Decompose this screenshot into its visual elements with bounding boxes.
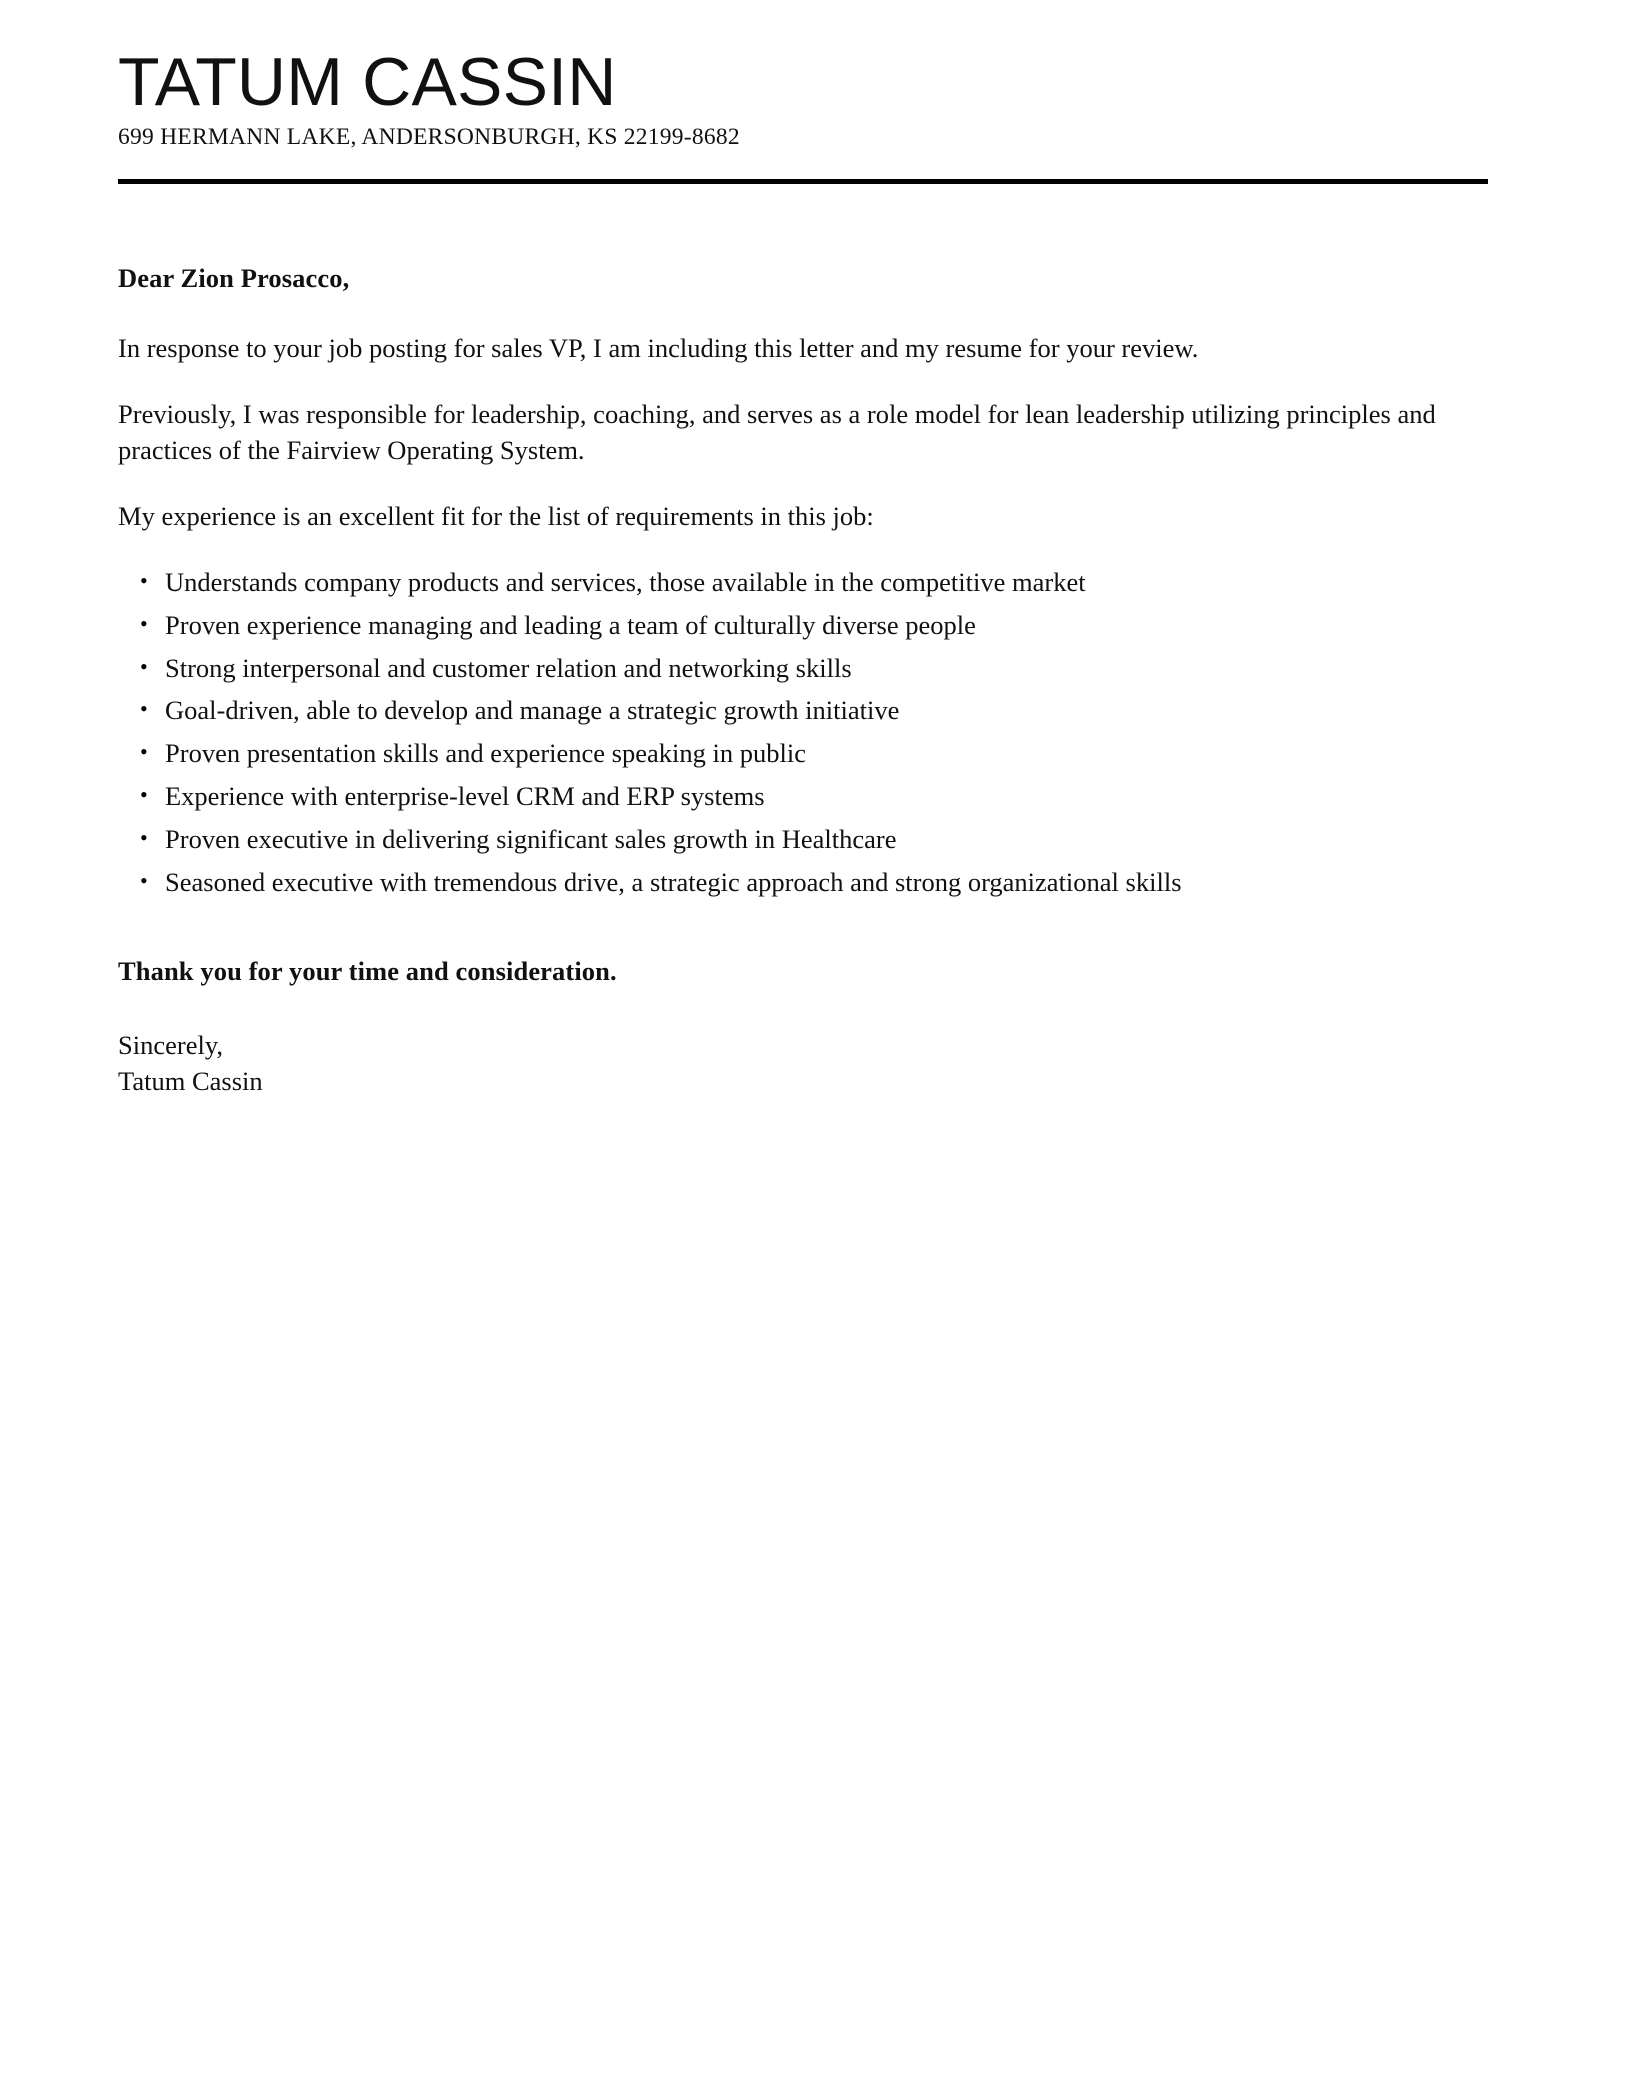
signature-name: Tatum Cassin <box>118 1066 263 1097</box>
list-item: • Goal-driven, able to develop and manage a strategic growth initiative <box>118 692 1488 729</box>
list-item: • Strong interpersonal and customer relation and networking skills <box>118 650 1488 687</box>
letterhead <box>118 0 1488 184</box>
letter-body <box>118 260 1488 1100</box>
paragraph-intro: In response to your job posting for sales VP, I am including this letter and my resume for your review. <box>118 332 1199 363</box>
salutation: Dear Zion Prosacco, <box>118 262 350 293</box>
list-item: • Understands company products and services, those available in the competitive market <box>118 564 1488 601</box>
requirements-list <box>118 564 1488 901</box>
contact-address: 699 HERMANN LAKE, ANDERSONBURGH, KS 22199-8682 <box>118 124 740 151</box>
header-divider <box>118 179 1488 184</box>
paragraph-requirements-intro: My experience is an excellent fit for the list of requirements in this job: <box>118 500 874 531</box>
list-item: • Proven experience managing and leading a team of culturally diverse people <box>118 607 1488 644</box>
page-title: TATUM CASSIN <box>118 44 617 120</box>
signoff: Sincerely, <box>118 1029 223 1060</box>
signature-block <box>118 1027 1488 1100</box>
list-item: • Seasoned executive with tremendous drive, a strategic approach and strong organizational skills <box>118 864 1488 901</box>
list-item: • Proven executive in delivering significant sales growth in Healthcare <box>118 821 1488 858</box>
list-item: • Experience with enterprise-level CRM and ERP systems <box>118 778 1488 815</box>
list-item: • Proven presentation skills and experience speaking in public <box>118 735 1488 772</box>
closing-statement: Thank you for your time and consideration. <box>118 955 617 986</box>
paragraph-experience: Previously, I was responsible for leadership, coaching, and serves as a role model for lean leadership utilizing principles and practices of the Fairview Operating System. <box>118 398 1436 465</box>
letter-content <box>118 0 1488 1100</box>
